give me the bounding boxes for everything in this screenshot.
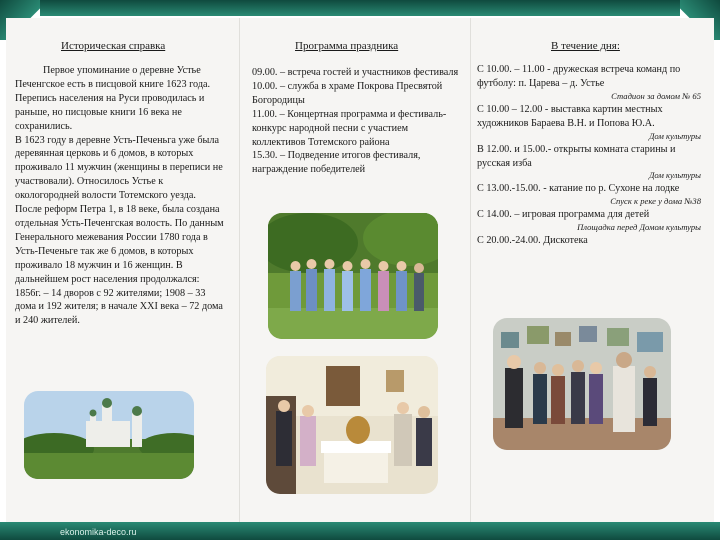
schedule-place-1: Стадион за домом № 65 (611, 90, 701, 101)
history-paragraph-2: В 1623 году в деревне Усть-Печеньга уже была деревянная церковь и 6 домов, в которых проживало 11 мужчин (женщины в переписи не участвовали). Относилось Устье к окологородней волости Тотемского уезда. После реформ Петра 1, в 18 веке, была создана отдельная Усть-Печенгская волость. По данным Генерального межевания России 1780 года в Усть-Печеньге так же 6 домов, в которых проживало 18 мужчин и 16 женщин. В дальнейшем рост населения продолжался: 1856г. – 14 дворов с 92 жителями; 1908 – 33 дома и 192 жителя; в начале XXI века – 72 дома и 240 жителей. (15, 134, 224, 327)
schedule-heading: В течение дня: (551, 40, 620, 52)
program-column (239, 18, 468, 523)
program-text (240, 66, 468, 177)
schedule-text (471, 63, 715, 248)
samovar-room-photo (266, 356, 438, 494)
schedule-item-5: С 14.00. – игровая программа для детей (477, 209, 650, 221)
bottom-decor-bar (0, 522, 720, 540)
schedule-column (470, 18, 715, 523)
program-item-1: 09.00. – встреча гостей и участников фестиваля (252, 67, 459, 78)
footer-site-text: ekonomika-deco.ru (60, 527, 137, 537)
schedule-item-1: С 10.00. – 11.00 - дружеская встреча команд по футболу: п. Царева – д. Устье (477, 64, 681, 89)
program-item-3: 11.00. – Концертная программа и фестиваль-конкурс народной песни с участием коллективов Тотемского района (252, 108, 447, 148)
history-text (6, 64, 231, 328)
art-exhibition-photo (493, 318, 671, 450)
program-item-4: 15.30. – Подведение итогов фестиваля, награждение победителей (252, 150, 421, 176)
schedule-place-4: Спуск к реке у дома №38 (610, 196, 701, 207)
schedule-item-4: С 13.00.-15.00. - катание по р. Сухоне на лодке (477, 183, 680, 195)
program-item-2: 10.00. – служба в храме Покрова Пресвятой Богородицы (252, 80, 443, 106)
schedule-place-2: Дом культуры (648, 130, 701, 141)
brochure-sheet (6, 18, 714, 523)
church-photo (24, 391, 194, 479)
program-heading: Программа праздника (295, 40, 399, 52)
folk-choir-photo (268, 213, 438, 339)
top-decor-bar (40, 0, 680, 16)
schedule-item-2: С 10.00 – 12.00 - выставка картин местных художников Бараева В.Н. и Попова Ю.А. (477, 103, 663, 129)
schedule-place-3: Дом культуры (648, 170, 701, 181)
history-heading: Историческая справка (61, 40, 166, 52)
history-column (6, 18, 231, 523)
schedule-place-5: Площадка перед Домом культуры (577, 222, 701, 233)
schedule-item-3: В 12.00. и 15.00.- открыты комната старины и русская изба (477, 143, 676, 169)
history-paragraph-1: Первое упоминание о деревне Устье Печенгское есть в писцовой книге 1623 года. Перепись населения на Руси проводилась и раньше, но писцовые книги 16 века не сохранились. (15, 65, 211, 132)
schedule-item-6: С 20.00.-24.00. Дискотека (477, 235, 588, 247)
